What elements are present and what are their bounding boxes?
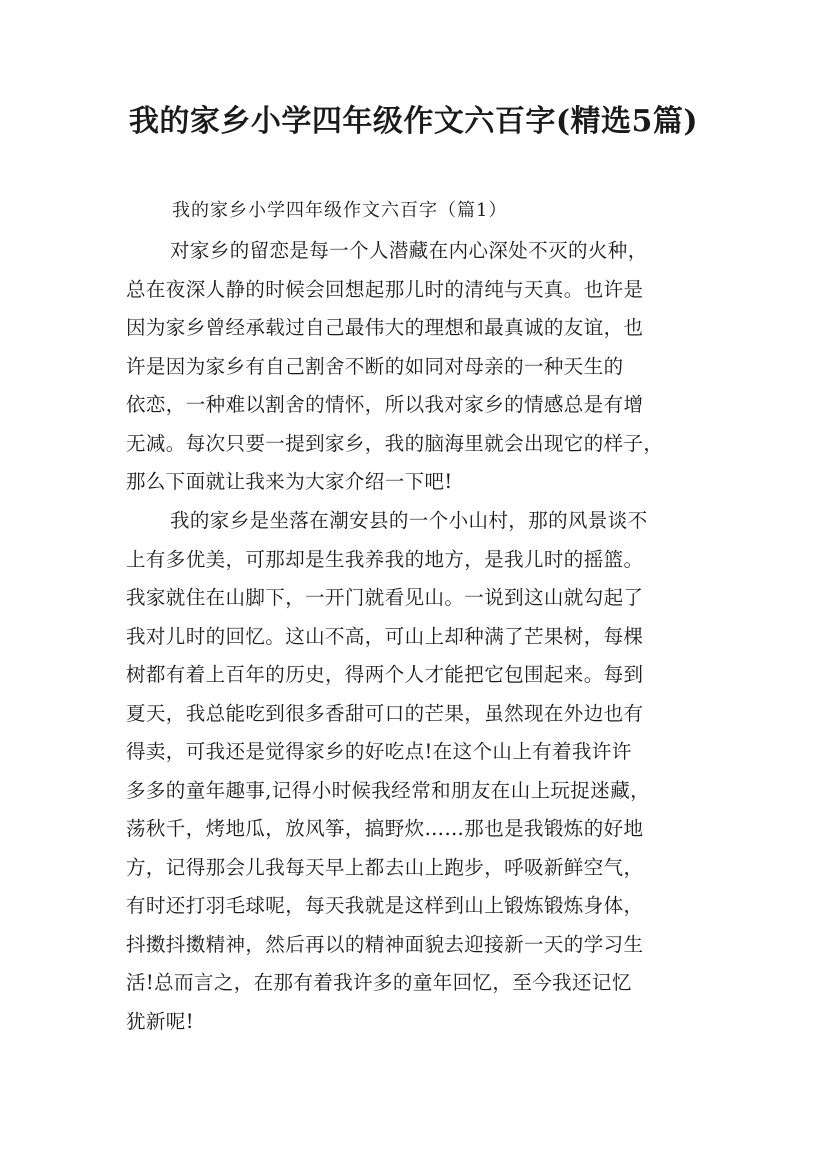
paragraph-line: 因为家乡曾经承载过自己最伟大的理想和最真诚的友谊，也: [126, 316, 644, 339]
paragraph-line: 得卖，可我还是觉得家乡的好吃点!在这个山上有着我许许: [126, 740, 632, 763]
paragraph-line: 总在夜深人静的时候会回想起那儿时的清纯与天真。也许是: [126, 277, 644, 301]
paragraph-line: 我对儿时的回忆。这山不高，可山上却种满了芒果树，每棵: [126, 624, 644, 648]
paragraph-line: 依恋，一种难以割舍的情怀，所以我对家乡的情感总是有增: [126, 393, 644, 416]
paragraph-1: [126, 232, 716, 502]
paragraph-line: 我家就住在山脚下，一开门就看见山。一说到这山就勾起了: [126, 586, 644, 609]
paragraph-2: [126, 502, 716, 1041]
paragraph-line: 无减。每次只要一提到家乡，我的脑海里就会出现它的样子，: [126, 431, 664, 455]
paragraph-line: 荡秋千，烤地瓜，放风筝，搞野炊……那也是我锻炼的好地: [126, 817, 644, 840]
paragraph-line: 上有多优美，可那却是生我养我的地方，是我儿时的摇篮。: [126, 547, 644, 571]
paragraph-line: 抖擞抖擞精神，然后再以的精神面貌去迎接新一天的学习生: [126, 932, 644, 956]
paragraph-line: 许是因为家乡有自己割舍不断的如同对母亲的一种天生的: [126, 354, 624, 378]
paragraph-line: 我的家乡是坐落在潮安县的一个小山村，那的风景谈不: [170, 509, 648, 532]
paragraph-line: 活!总而言之，在那有着我许多的童年回忆，至今我还记忆: [126, 971, 632, 994]
section-heading: 我的家乡小学四年级作文六百字（篇1）: [172, 200, 508, 221]
paragraph-line: 夏天，我总能吃到很多香甜可口的芒果，虽然现在外边也有: [126, 701, 644, 725]
document-title: 我的家乡小学四年级作文六百字(精选5篇): [128, 104, 699, 139]
paragraph-line: 犹新呢!: [126, 1009, 194, 1033]
paragraph-line: 多多的童年趣事,记得小时候我经常和朋友在山上玩捉迷藏，: [126, 778, 650, 802]
paragraph-line: 有时还打羽毛球呢，每天我就是这样到山上锻炼锻炼身体，: [126, 894, 644, 917]
paragraph-line: 方，记得那会儿我每天早上都去山上跑步，呼吸新鲜空气，: [126, 855, 644, 879]
paragraph-line: 那么下面就让我来为大家介绍一下吧!: [126, 470, 453, 493]
paragraph-line: 对家乡的留恋是每一个人潜藏在内心深处不灭的火种，: [170, 239, 648, 262]
paragraph-line: 树都有着上百年的历史，得两个人才能把它包围起来。每到: [126, 663, 644, 686]
